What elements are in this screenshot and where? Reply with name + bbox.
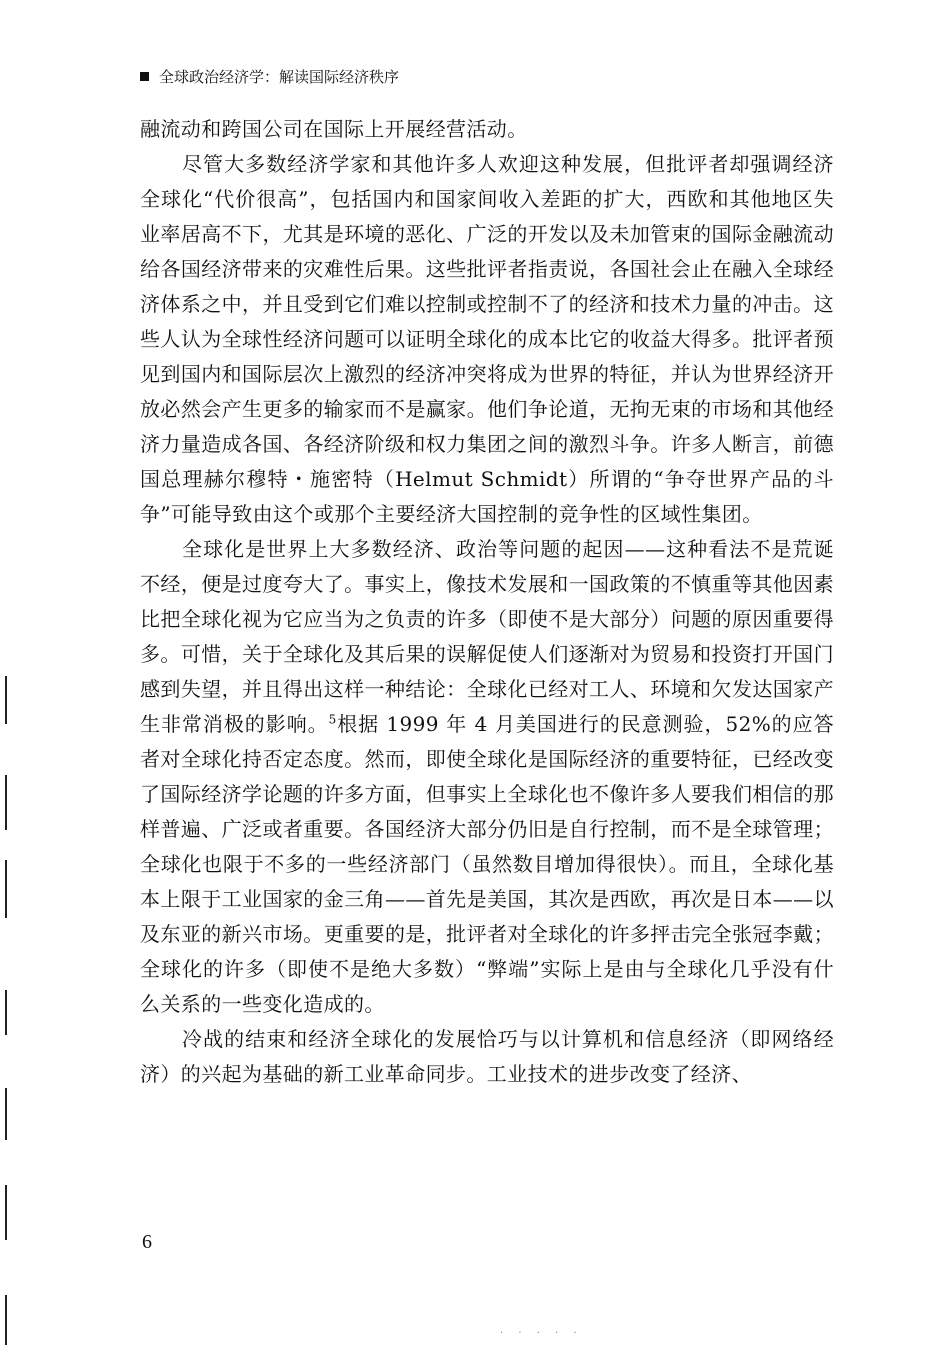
running-header [140,66,399,87]
scan-margin-mark [5,1295,7,1345]
paragraph-text-part-1: 全球化是世界上大多数经济、政治等问题的起因——这种看法不是荒诞不经，便是过度夸大了。事实上，像技术发展和一国政策的不慎重等其他因素比把全球化视为它应当为之负责的许多（即使不是大部分）问题的原因重要得多。可惜，关于全球化及其后果的误解促使人们逐渐对为贸易和投资打开国门感到失望，并且得出这样一种结论：全球化已经对工人、环境和欠发达国家产生非常消极的影响。 [140,537,834,736]
scan-margin-mark [5,775,7,830]
scan-margin-mark [5,1185,7,1240]
scan-noise: · · · · · [500,1328,583,1339]
paragraph-cold-war: 冷战的结束和经济全球化的发展恰巧与以计算机和信息经济（即网络经济）的兴起为基础的新工业革命同步。工业技术的进步改变了经济、 [140,1027,834,1086]
scan-margin-mark [5,860,7,918]
paragraph-text-part-2: 根据 1999 年 4 月美国进行的民意测验，52%的应答者对全球化持否定态度。然而，即使全球化是国际经济的重要特征，已经改变了国际经济学论题的许多方面，但事实上全球化也不像许多人要我们相信的那样普遍、广泛或者重要。各国经济大部分仍旧是自行控制，而不是全球管理；全球化也限于不多的一些经济部门（虽然数目增加得很快）。而且，全球化基本上限于工业国家的金三角——首先是美国，其次是西欧，再次是日本——以及东亚的新兴市场。更重要的是，批评者对全球化的许多抨击完全张冠李戴；全球化的许多（即使不是绝大多数）“弊端”实际上是由与全球化几乎没有什么关系的一些变化造成的。 [140,712,834,1016]
paragraph-critics: 尽管大多数经济学家和其他许多人欢迎这种发展，但批评者却强调经济全球化“代价很高”，包括国内和国家间收入差距的扩大，西欧和其他地区失业率居高不下，尤其是环境的恶化、广泛的开发以及未加管束的国际金融流动给各国经济带来的灾难性后果。这些批评者指责说，各国社会止在融入全球经济体系之中，并且受到它们难以控制或控制不了的经济和技术力量的冲击。这些人认为全球性经济问题可以证明全球化的成本比它的收益大得多。批评者预见到国内和国际层次上激烈的经济冲突将成为世界的特征，并认为世界经济开放必然会产生更多的输家而不是赢家。他们争论道，无拘无束的市场和其他经济力量造成各国、各经济阶级和权力集团之间的激烈斗争。许多人断言，前德国总理赫尔穆特・施密特（Helmut Schmidt）所谓的“争夺世界产品的斗争”可能导致由这个或那个主要经济大国控制的竞争性的区域性集团。 [140,152,834,526]
footnote-ref: 5 [328,712,337,727]
body-text [140,112,834,1092]
paragraph-continuation: 融流动和跨国公司在国际上开展经营活动。 [140,117,528,141]
scan-margin-mark [5,1088,7,1140]
header-square-icon [140,72,149,81]
running-header-title: 全球政治经济学：解读国际经济秩序 [159,68,400,86]
scan-margin-mark [5,676,7,724]
paragraph-globalization-causes [140,532,834,1022]
page-number: 6 [142,1231,152,1253]
scan-margin-mark [5,990,7,1035]
